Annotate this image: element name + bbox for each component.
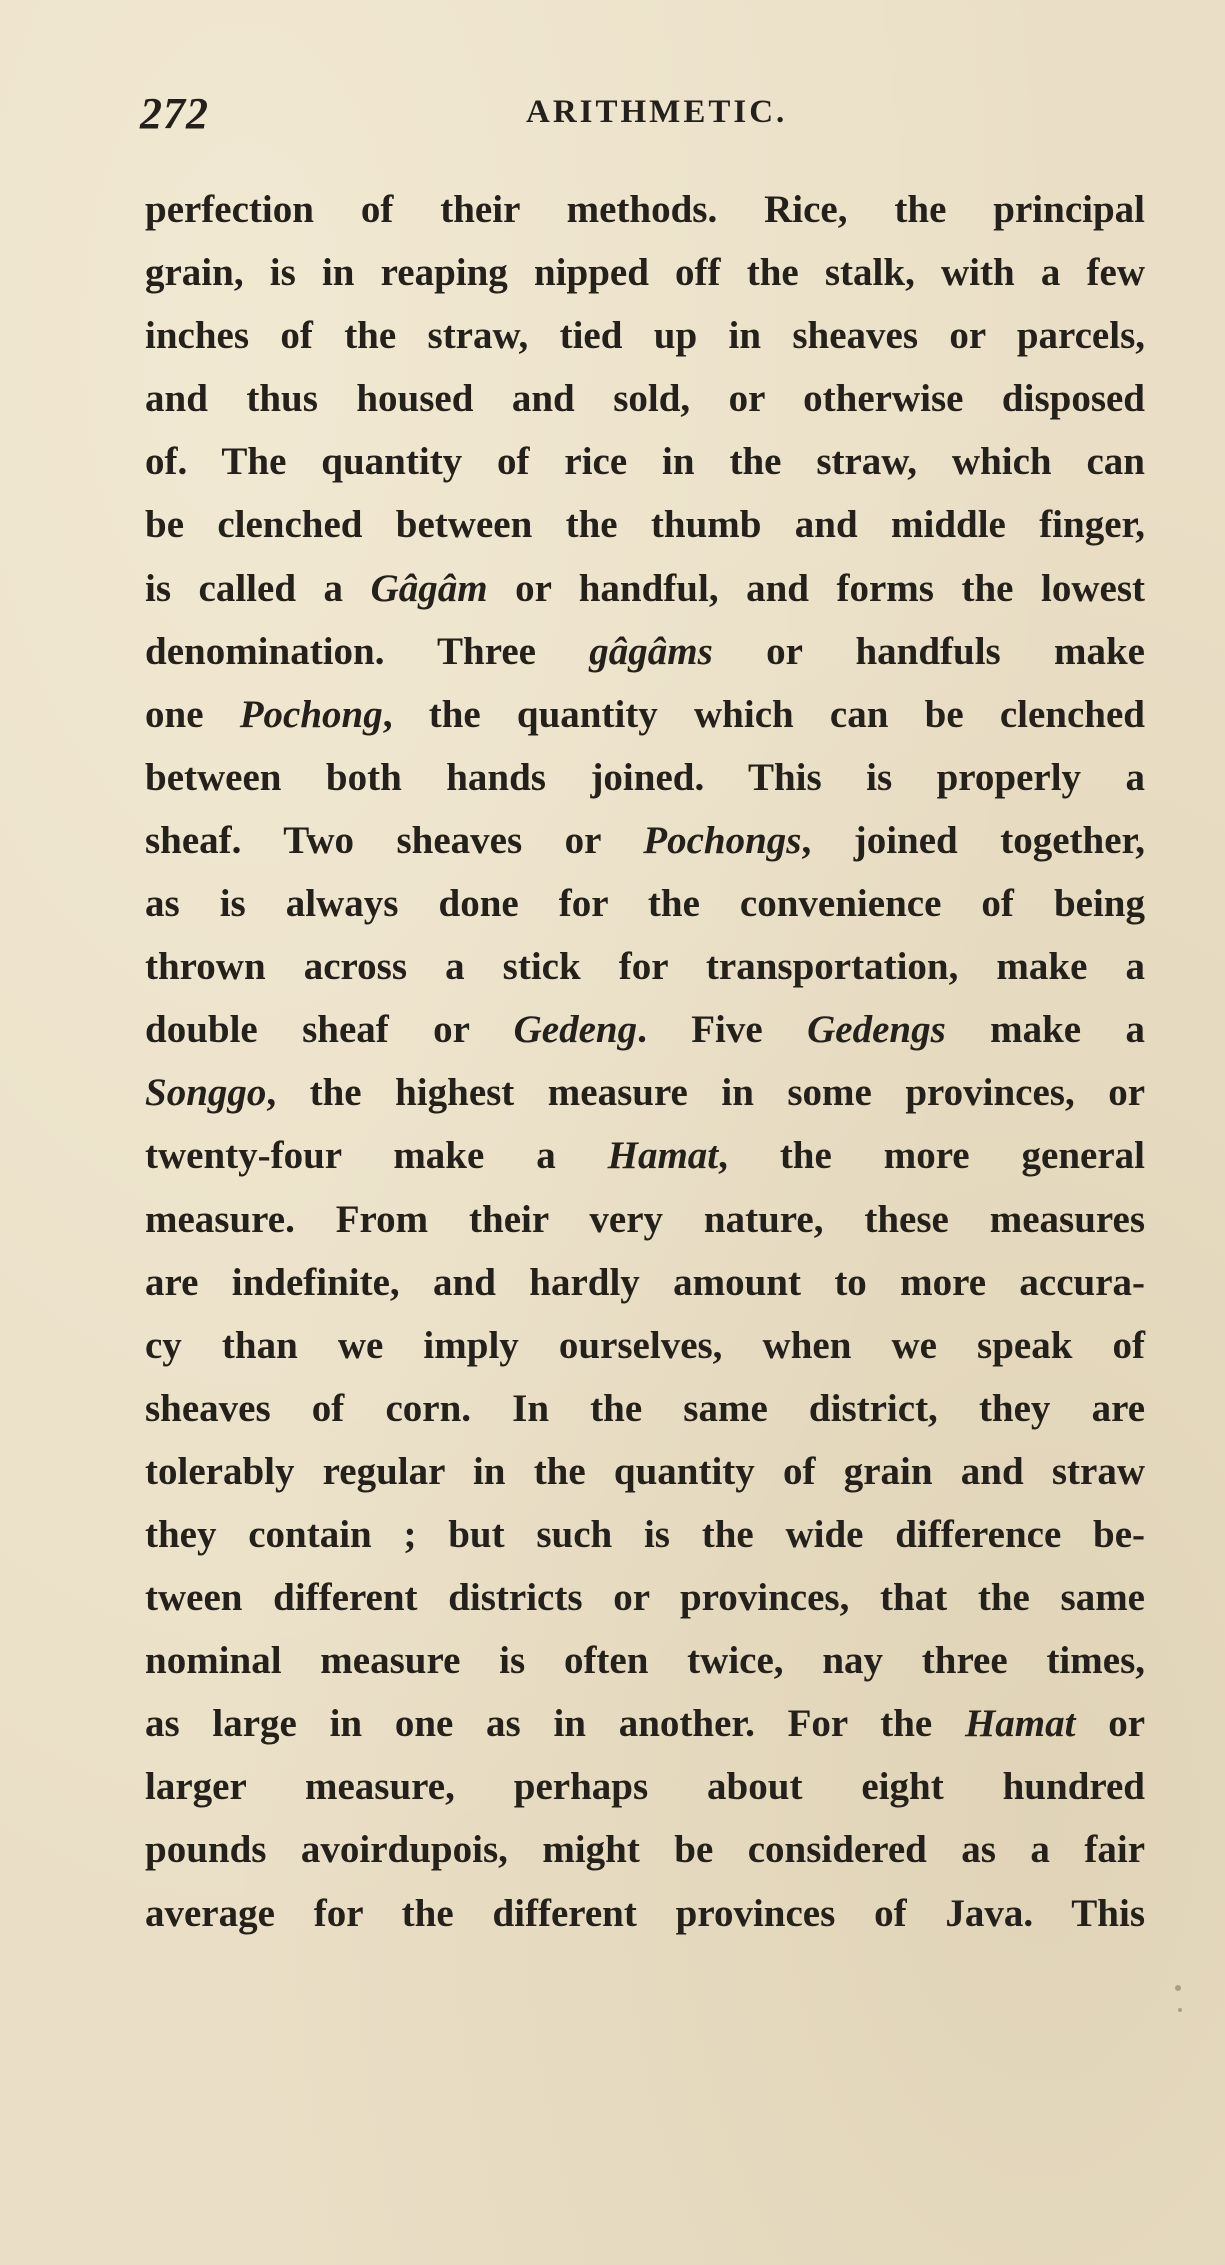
text-line: denomination. Three gâgâms or handfuls make <box>145 629 1145 673</box>
text-line: pounds avoirdupois, might be considered as a fair <box>145 1828 1145 1872</box>
text-line: measure. From their very nature, these measures <box>145 1197 1145 1241</box>
text-line: as is always done for the convenience of being <box>145 882 1145 926</box>
text-line: are indefinite, and hardly amount to more accura- <box>145 1260 1145 1304</box>
running-head <box>140 88 1150 148</box>
text-line: twenty-four make a Hamat, the more general <box>145 1134 1145 1178</box>
paper-speck <box>1175 1985 1181 1991</box>
text-line: Songgo, the highest measure in some provinces, or <box>145 1071 1145 1115</box>
text-line: sheaves of corn. In the same district, they are <box>145 1386 1145 1430</box>
italic-term: Gâgâm <box>370 566 488 610</box>
italic-term: Gedeng <box>513 1008 638 1052</box>
italic-term: Gedengs <box>807 1008 946 1052</box>
text-line: larger measure, perhaps about eight hundred <box>145 1765 1145 1809</box>
text-line: double sheaf or Gedeng. Five Gedengs make a <box>145 1008 1145 1052</box>
page-number: 272 <box>140 89 209 138</box>
text-line: tolerably regular in the quantity of grain and straw <box>145 1449 1145 1493</box>
text-line: thrown across a stick for transportation, make a <box>145 945 1145 989</box>
text-line: sheaf. Two sheaves or Pochongs, joined together, <box>145 818 1145 862</box>
text-line: cy than we imply ourselves, when we speak of <box>145 1323 1145 1367</box>
text-line: tween different districts or provinces, that the same <box>145 1576 1145 1620</box>
text-line: and thus housed and sold, or otherwise disposed <box>145 377 1145 421</box>
italic-term: Pochong <box>239 692 383 736</box>
text-line: grain, is in reaping nipped off the stalk, with a few <box>145 251 1145 295</box>
text-line: between both hands joined. This is properly a <box>145 755 1145 799</box>
italic-term: Pochongs <box>643 818 802 862</box>
paper-speck <box>1178 2008 1182 2012</box>
text-line: is called a Gâgâm or handful, and forms the lowest <box>145 566 1145 610</box>
italic-term: Hamat <box>607 1134 719 1178</box>
text-line: of. The quantity of rice in the straw, which can <box>145 440 1145 484</box>
italic-term: Songgo <box>145 1071 267 1115</box>
text-line: perfection of their methods. Rice, the principal <box>145 188 1145 231</box>
text-line: they contain ; but such is the wide difference be- <box>145 1512 1145 1556</box>
body-text <box>145 178 1145 1945</box>
text-line: be clenched between the thumb and middle finger, <box>145 503 1145 547</box>
italic-term: gâgâms <box>589 629 713 673</box>
text-line: average for the different provinces of Java. This <box>145 1891 1145 1935</box>
text-line: inches of the straw, tied up in sheaves or parcels, <box>145 314 1145 358</box>
text-line: as large in one as in another. For the Hamat or <box>145 1702 1146 1746</box>
running-title: ARITHMETIC. <box>526 94 788 130</box>
text-line: one Pochong, the quantity which can be clenched <box>145 692 1145 736</box>
text-line: nominal measure is often twice, nay three times, <box>145 1639 1145 1683</box>
italic-term: Hamat <box>964 1702 1076 1746</box>
